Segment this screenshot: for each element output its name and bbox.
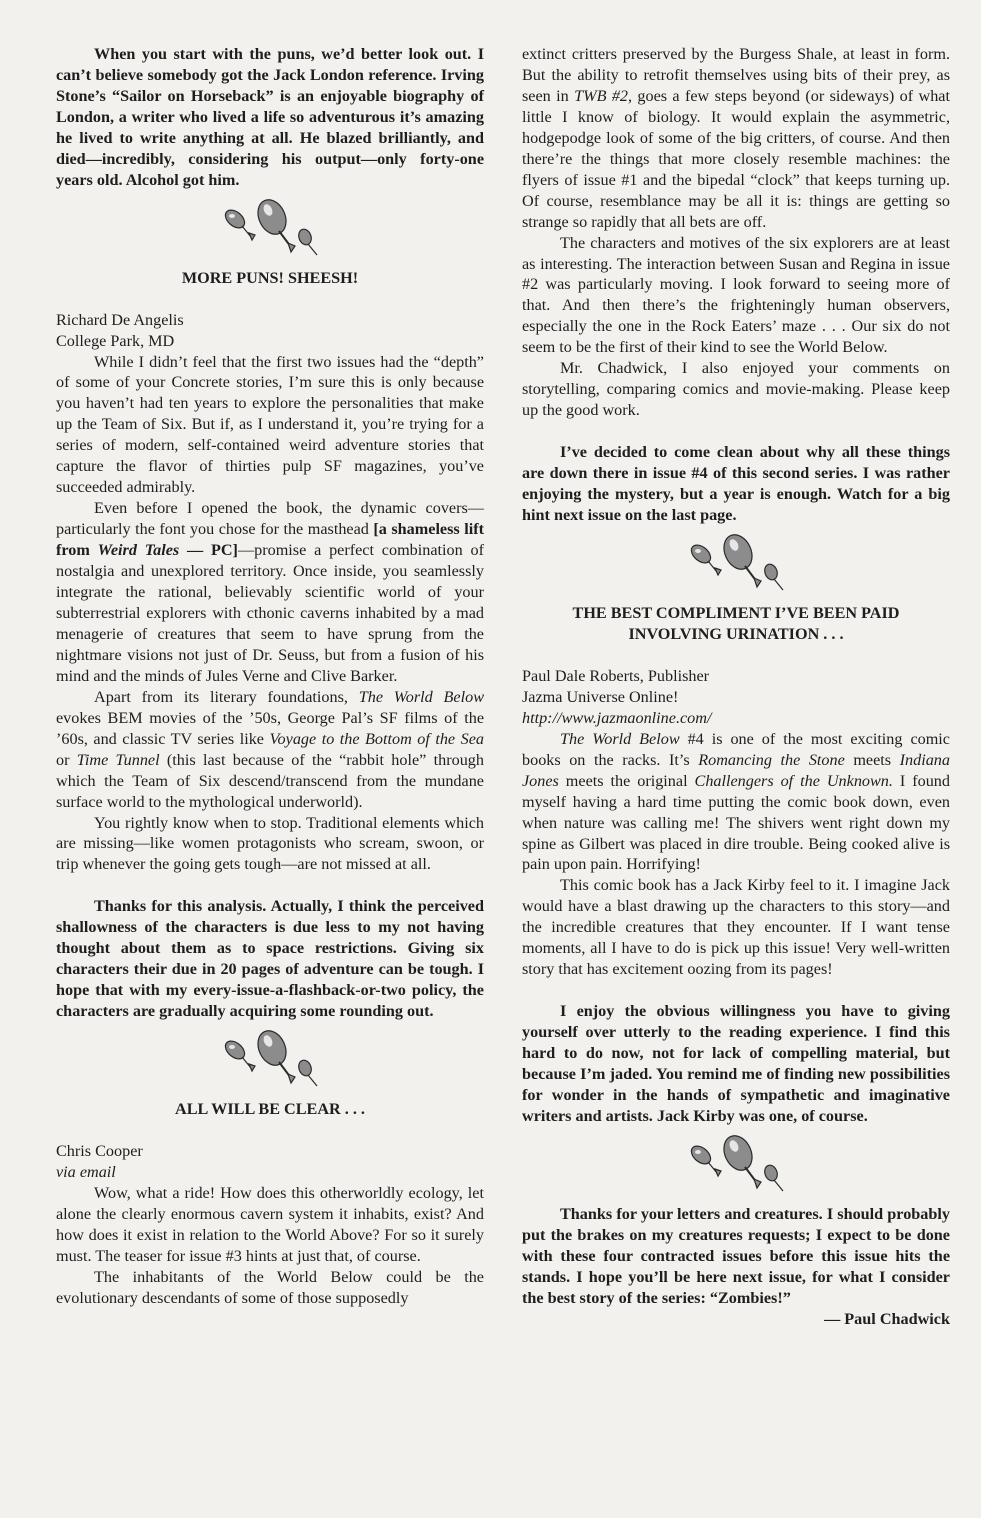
creature-ornament-icon (56, 1028, 484, 1094)
editor-signoff: — Paul Chadwick (824, 1309, 950, 1328)
left-column (56, 44, 484, 1309)
letter-paragraph: This comic book has a Jack Kirby feel to it. I imagine Jack would have a blast drawing up the characters to this story—and the incredible creatures that they encounter. If I want tense moments, all I have to do is pick up this issue! Very well-written story that has excitement oozing from its pages! (522, 876, 950, 979)
editor-reply: Thanks for your letters and creatures. I should probably put the brakes on my creatures requests; I expect to be done with these four contracted issues before this issue hits the stands. I hope you’ll be here next issue, for what I consider the best story of the series: “Zombies!” (522, 1204, 950, 1307)
letter-paragraph: Wow, what a ride! How does this otherworldly ecology, let alone the clearly enormous cavern system it inhabits, exist? And how does it exist in relation to the World Above? For so it surely must. The teaser for issue #3 hints at just that, of course. (56, 1183, 484, 1265)
editor-reply: I enjoy the obvious willingness you have to giving yourself over utterly to the reading experience. I find this hard to do now, not for lack of compelling material, but because I’m jaded. You remind me of finding new possibilities for wonder in the hands of sympathetic and imaginative writers and artists. Jack Kirby was one, of course. (522, 1002, 950, 1125)
creature-ornament-icon (522, 532, 950, 598)
creature-ornament-icon (56, 197, 484, 263)
letter-url: http://www.jazmaonline.com/ (522, 708, 712, 727)
letter-via: via email (56, 1162, 116, 1181)
letter-author: Paul Dale Roberts, Publisher (522, 666, 710, 685)
letter-paragraph: The characters and motives of the six explorers are at least as interesting. The interaction between Susan and Regina in issue #2 was particularly moving. I look forward to seeing more of that. And then there’s the frighteningly human observers, especially the one in the Rock Eaters’ maze . . . Our six do not seem to be the first of their kind to see the World Below. (522, 233, 950, 357)
letter-author: Richard De Angelis (56, 310, 184, 329)
letter-paragraph: Apart from its literary foundations, The World Below evokes BEM movies of the ’50s, George Pal’s SF films of the ’60s, and classic TV series like Voyage to the Bottom of the Sea or Time Tunnel (this last because of the “rabbit hole” through which the Team of Six descend/transcend from the mundane surface world to the mythological underworld). (56, 687, 484, 811)
letter-heading: ALL WILL BE CLEAR . . . (175, 1100, 365, 1119)
letter-heading: THE BEST COMPLIMENT I’VE BEEN PAID INVOLVING URINATION . . . (572, 603, 900, 643)
letter-org: Jazma Universe Online! (522, 687, 679, 706)
letter-heading: MORE PUNS! SHEESH! (181, 268, 359, 287)
creature-ornament-icon (522, 1133, 950, 1199)
letter-author: Chris Cooper (56, 1142, 143, 1161)
letter-paragraph: Even before I opened the book, the dynamic covers—particularly the font you chose for the masthead [a shameless lift from Weird Tales — PC]—promise a perfect combination of nostalgia and unexplored territory. Once inside, you seamlessly integrate the rational, believably scientific world of your subterrestrial explorers with cthonic caverns inhabited by a mad menagerie of creatures that seem to have sprung from the nightmare visions not just of Dr. Seuss, but from a fusion of his mind and the minds of Jules Verne and Clive Barker. (56, 499, 484, 685)
letter-location: College Park, MD (56, 331, 175, 350)
letter-paragraph: extinct critters preserved by the Burgess Shale, at least in form. But the ability to retrofit themselves using bits of their prey, as seen in TWB #2, goes a few steps beyond (or sideways) of what little I know of biology. It would explain the asymmetric, hodgepodge look of some of the big critters, of course. And then there’re the things that more closely resemble machines: the flyers of issue #1 and the bipedal “clock” that keeps turning up. Of course, resemblance may be all it is: things are getting so strange so rapidly that all bets are off. (522, 45, 950, 231)
letter-paragraph: Mr. Chadwick, I also enjoyed your comments on storytelling, comparing comics and movie-making. Please keep up the good work. (522, 359, 950, 420)
letter-paragraph: You rightly know when to stop. Traditional elements which are missing—like women protagonists who scream, swoon, or trip whenever the going gets tough—are not missed at all. (56, 813, 484, 874)
letter-paragraph: The inhabitants of the World Below could be the evolutionary descendants of some of those supposedly (56, 1267, 484, 1307)
editor-reply: I’ve decided to come clean about why all these things are down there in issue #4 of this second series. I was rather enjoying the mystery, but a year is enough. Watch for a big hint next issue on the last page. (522, 443, 950, 525)
letter-paragraph: While I didn’t feel that the first two issues had the “depth” of some of your Concrete stories, I’m sure this is only because you haven’t had ten years to explore the personalities that make up the Team of Six. But if, as I understand it, you’re trying for a series of modern, self-contained weird adventure stories that capture the flavor of thirties pulp SF magazines, you’ve succeeded admirably. (56, 352, 484, 497)
right-column (522, 44, 950, 1330)
letter-paragraph: The World Below #4 is one of the most exciting comic books on the racks. It’s Romancing the Stone meets Indiana Jones meets the original Challengers of the Unknown. I found myself having a hard time putting the comic book down, even when nature was calling me! The shivers went right down my spine as Gilbert was placed in dire trouble. Being cooked alive is pain upon pain. Horrifying! (522, 729, 950, 874)
editor-reply: Thanks for this analysis. Actually, I think the perceived shallowness of the characters is due less to my not having thought about them as to space restrictions. Giving six characters their due in 20 pages of adventure can be tough. I hope that with my every-issue-a-flashback-or-two policy, the characters are gradually acquiring some rounding out. (56, 897, 484, 1021)
editor-reply: When you start with the puns, we’d better look out. I can’t believe somebody got the Jack London reference. Irving Stone’s “Sailor on Horseback” is an enjoyable biography of London, a writer who lived a life so adventurous it’s amazing he lived to write anything at all. He blazed brilliantly, and died—incredibly, considering his output—only forty-one years old. Alcohol got him. (56, 45, 484, 189)
